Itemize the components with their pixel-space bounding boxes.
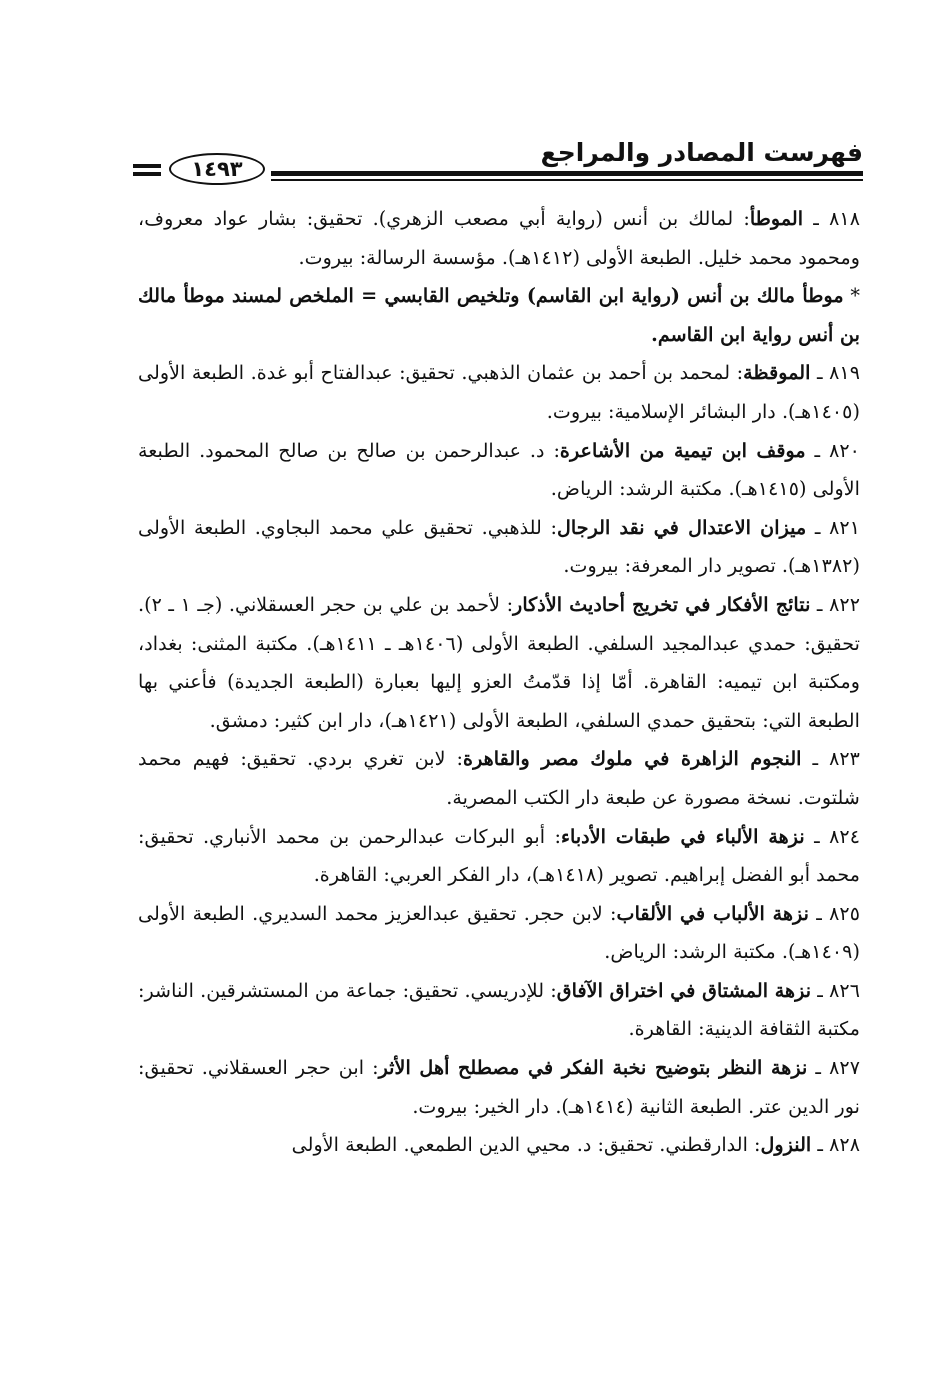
bibliography-entry	[138, 354, 860, 431]
bibliography-entry	[138, 586, 860, 740]
entry-title: الموقظة	[743, 361, 811, 385]
note-marker: *	[843, 284, 860, 308]
entry-details: : للإدريسي. تحقيق: جماعة من المستشرقين. الناشر: مكتبة الثقافة الدينية: القاهرة.	[138, 978, 860, 1041]
bibliography-entry	[138, 509, 860, 586]
entry-number: ٨٢٤ ـ	[804, 824, 861, 848]
header-rule-thick	[271, 171, 863, 176]
entry-details: : لمحمد بن أحمد بن عثمان الذهبي. تحقيق: عبدالفتاح أبو غدة. الطبعة الأولى (١٤٠٥هـ). دار البشائر الإسلامية: بيروت.	[138, 361, 860, 423]
entry-number: ٨٢٥ ـ	[809, 901, 861, 925]
entry-number: ٨١٨ ـ	[803, 207, 860, 230]
entry-number: ٨١٩ ـ	[810, 361, 860, 385]
entry-title: النجوم الزاهرة في ملوك مصر والقاهرة	[463, 747, 802, 771]
entry-number: ٨٢٧ ـ	[807, 1056, 860, 1080]
entry-details: : ابن حجر العسقلاني. تحقيق: نور الدين عتر. الطبعة الثانية (١٤١٤هـ). دار الخير: بيروت.	[138, 1056, 860, 1118]
bibliography-entry	[138, 740, 860, 817]
entry-title: نتائج الأفكار في تخريج أحاديث الأذكار	[513, 592, 811, 616]
entry-details: : لمالك بن أنس (رواية أبي مصعب الزهري). تحقيق: بشار عواد معروف، ومحمود محمد خليل. الطبعة الأولى (١٤١٢هـ). مؤسسة الرسالة: بيروت.	[138, 207, 860, 269]
page-number: ١٤٩٣	[169, 153, 265, 185]
header-rule-stub	[133, 172, 161, 176]
entry-title: الموطأ	[749, 207, 804, 230]
entry-title: نزهة النظر بتوضيح نخبة الفكر في مصطلح أهل الأثر	[378, 1056, 808, 1080]
entry-details: : لابن حجر. تحقيق عبدالعزيز محمد السديري. الطبعة الأولى (١٤٠٩هـ). مكتبة الرشد: الرياض.	[138, 901, 860, 964]
bibliography-list	[138, 200, 860, 1165]
entry-details: : الدارقطني. تحقيق: د. محيي الدين الطمعي. الطبعة الأولى	[291, 1133, 761, 1157]
header-rule-thin	[271, 179, 863, 181]
entry-details: : أبو البركات عبدالرحمن بن محمد الأنباري. تحقيق: محمد أبو الفضل إبراهيم. تصوير (١٤١٨هـ)، دار الفكر العربي: القاهرة.	[138, 824, 860, 887]
bibliography-entry	[138, 818, 860, 895]
entry-title: نزهة الألباء في طبقات الأدباء	[560, 824, 805, 848]
note-text: موطأ مالك بن أنس (رواية ابن القاسم) وتلخيص القابسي = الملخص لمسند موطأ مالك بن أنس رواية ابن القاسم.	[138, 284, 860, 346]
entry-details: : للذهبي. تحقيق علي محمد البجاوي. الطبعة الأولى (١٣٨٢هـ). تصوير دار المعرفة: بيروت.	[138, 515, 860, 578]
bibliography-entry	[138, 432, 860, 509]
entry-title: النزول	[760, 1133, 812, 1157]
entry-title: موقف ابن تيمية من الأشاعرة	[559, 438, 806, 462]
header-rule-stub	[133, 164, 161, 168]
running-header	[133, 138, 863, 186]
entry-details: : لأحمد بن علي بن حجر العسقلاني. (جـ ١ ـ ٢). تحقيق: حمدي عبدالمجيد السلفي. الطبعة الأولى (١٤٠٦هـ ـ ١٤١١هـ). مكتبة المثنى: بغداد، ومكتبة ابن تيميه: القاهرة. أمّا إذا قدّمتُ العزو إليها بعبارة (الطبعة الجديدة) فأعني بها الطبعة التي: بتحقيق حمدي السلفي، الطبعة الأولى (١٤٢١هـ)، دار ابن كثير: دمشق.	[138, 592, 860, 732]
entry-number: ٨٢١ ـ	[806, 515, 860, 539]
bibliography-entry	[138, 972, 860, 1049]
entry-title: نزهة الألباب في الألقاب	[616, 901, 809, 925]
bibliography-entry	[138, 1126, 860, 1165]
entry-details: : د. عبدالرحمن بن صالح بن صالح المحمود. الطبعة الأولى (١٤١٥هـ). مكتبة الرشد: الرياض.	[138, 438, 860, 501]
entry-number: ٨٢٣ ـ	[801, 747, 860, 771]
header-title: فهرست المصادر والمراجع	[540, 138, 863, 167]
cross-reference-note	[138, 277, 860, 354]
bibliography-entry	[138, 1049, 860, 1126]
entry-number: ٨٢٨ ـ	[811, 1133, 860, 1157]
bibliography-entry	[138, 895, 860, 972]
entry-title: نزهة المشتاق في اختراق الآفاق	[556, 978, 812, 1002]
entry-number: ٨٢٠ ـ	[805, 438, 860, 462]
entry-number: ٨٢٢ ـ	[810, 592, 860, 616]
bibliography-entry	[138, 200, 860, 277]
entry-details: : لابن تغري بردي. تحقيق: فهيم محمد شلتوت. نسخة مصورة عن طبعة دار الكتب المصرية.	[138, 747, 860, 809]
entry-number: ٨٢٦ ـ	[811, 978, 860, 1002]
entry-title: ميزان الاعتدال في نقد الرجال	[556, 515, 807, 539]
